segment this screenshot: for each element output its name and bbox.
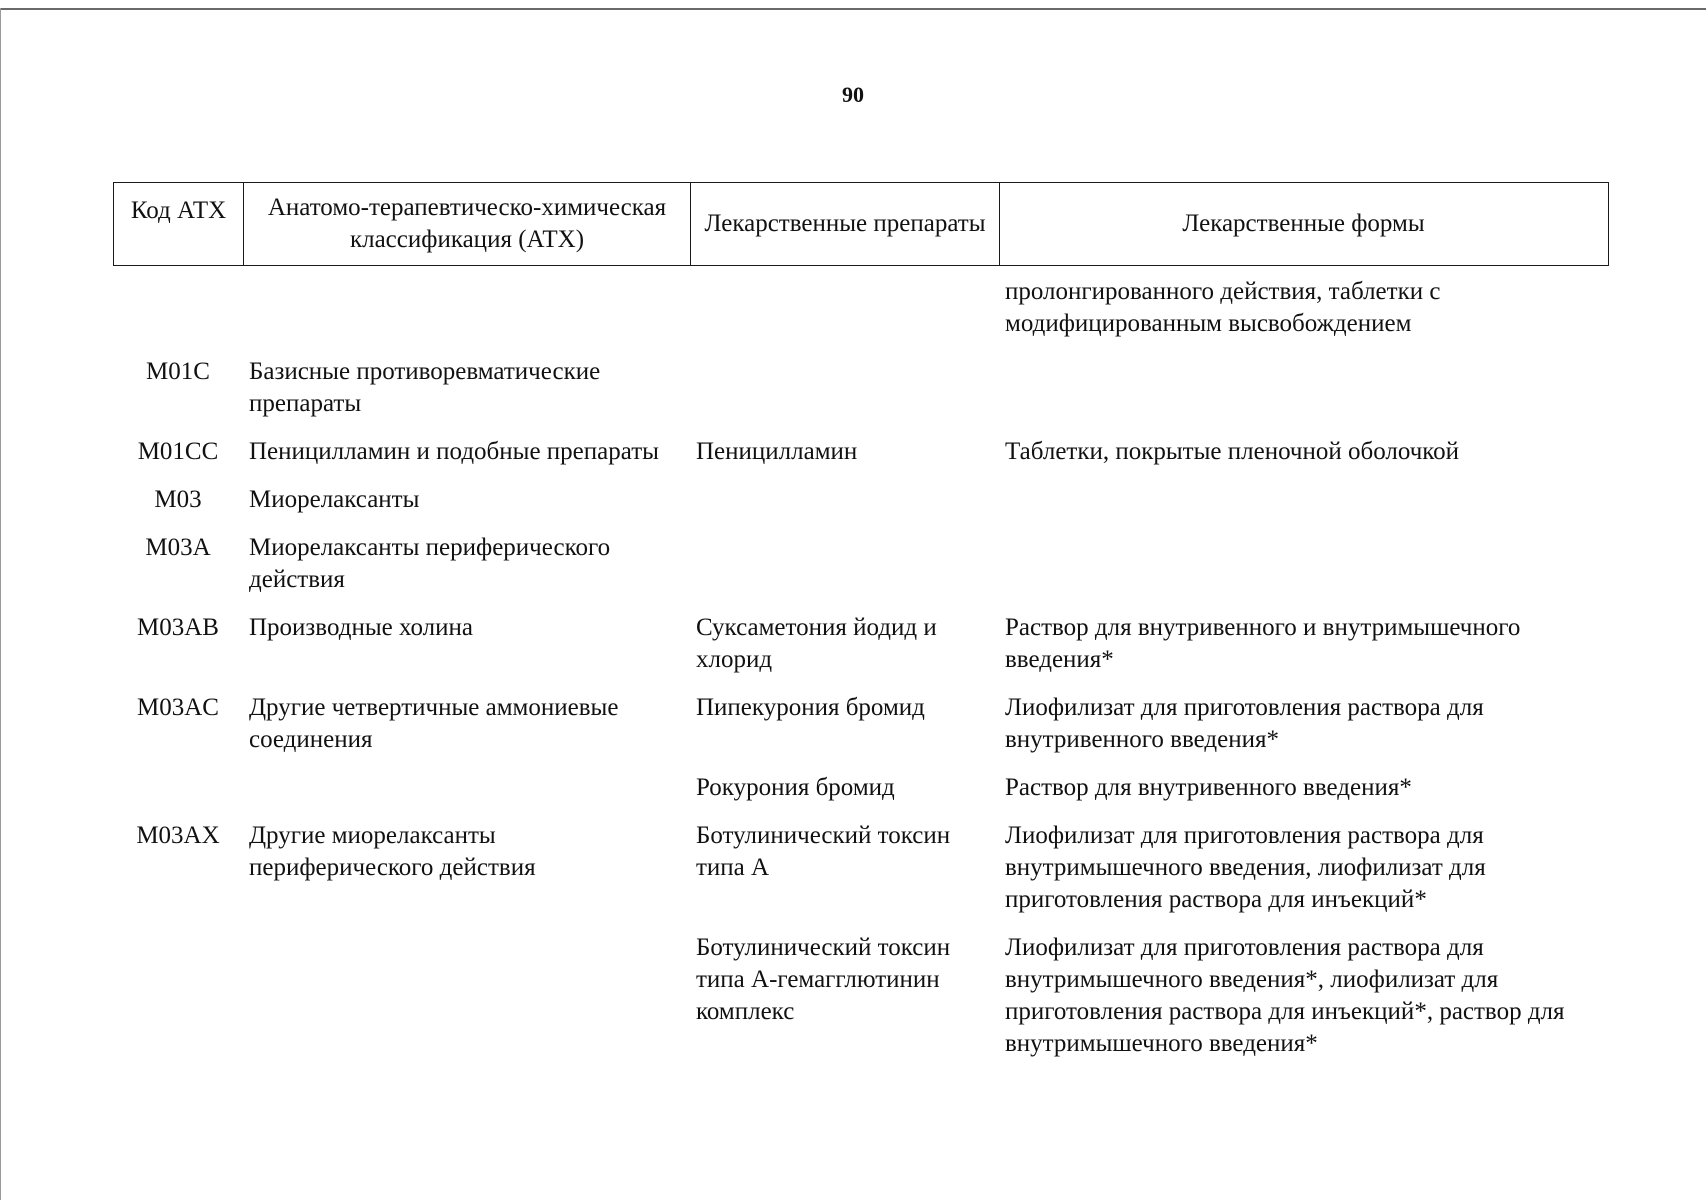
page-frame-left [0,8,1,1200]
row-classification [243,932,690,1060]
row-form: Лиофилизат для приготовления раствора для внутривенного введения* [1005,694,1484,753]
row-classification: Другие четвертичные аммониевые соединения [249,694,619,753]
row-classification: Миорелаксанты периферического действия [249,534,611,593]
row-preparation: Суксаметония йодид и хлорид [696,614,937,673]
table-row [113,692,1609,756]
row-preparation: Ботулинический токсин типа А [696,822,951,881]
row-classification: Базисные противоревматические препараты [249,358,601,417]
table-header [113,182,1609,266]
row-code: M03AX [136,822,220,849]
header-preparations: Лекарственные препараты [691,183,1000,265]
row-code: M03AB [137,614,219,641]
row-code: M01C [146,358,210,385]
table-row [113,276,1609,340]
row-preparation [690,356,999,420]
row-classification: Другие миорелаксанты периферического действия [249,822,536,881]
table-row [113,436,1609,468]
row-preparation [690,484,999,516]
header-code: Код АТХ [114,183,244,265]
table-body [113,276,1609,1076]
row-form: Лиофилизат для приготовления раствора для внутримышечного введения, лиофилизат для приготовления раствора для инъекций* [1005,822,1486,913]
table-row [113,356,1609,420]
row-preparation: Пеницилламин [696,438,858,465]
row-classification: Производные холина [249,614,474,641]
row-preparation: Ботулинический токсин типа А-гемагглютинин комплекс [696,934,951,1025]
row-classification [243,276,690,340]
row-preparation: Пипекурония бромид [696,694,925,721]
row-classification [243,772,690,804]
page-number: 90 [842,82,864,107]
row-form: Раствор для внутривенного введения* [1005,774,1412,801]
table-row [113,932,1609,1060]
page-frame-top [0,8,1706,10]
row-code [113,932,243,1060]
table-row [113,484,1609,516]
row-form: Лиофилизат для приготовления раствора для внутримышечного введения*, лиофилизат для приготовления раствора для инъекций*, раствор для внутримышечного введения* [1005,934,1565,1057]
table-row [113,612,1609,676]
row-code: M03AC [137,694,219,721]
header-forms: Лекарственные формы [1182,210,1425,237]
row-preparation: Рокурония бромид [696,774,895,801]
row-form: Таблетки, покрытые пленочной оболочкой [1005,438,1460,465]
table-row [113,772,1609,804]
header-classification: Анатомо-терапевтическо-химическая классификация (АТХ) [244,183,691,265]
row-classification: Миорелаксанты [249,486,420,513]
row-form [999,356,1606,420]
table-row [113,532,1609,596]
row-classification: Пеницилламин и подобные препараты [249,438,659,465]
row-code [113,772,243,804]
row-form [999,484,1606,516]
row-code: M03 [154,486,202,513]
row-form [999,532,1606,596]
row-form: Раствор для внутривенного и внутримышечного введения* [1005,614,1521,673]
row-preparation [690,276,999,340]
row-code: M01CC [137,438,219,465]
table-row [113,820,1609,916]
row-form: пролонгированного действия, таблетки с модифицированным высвобождением [1005,278,1441,337]
row-code: M03A [145,534,211,561]
row-preparation [690,532,999,596]
row-code [113,276,243,340]
